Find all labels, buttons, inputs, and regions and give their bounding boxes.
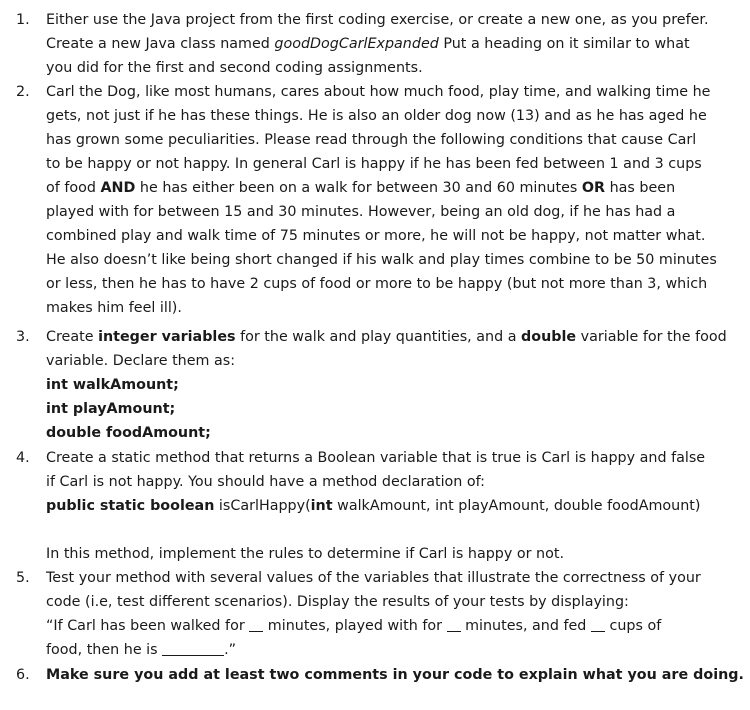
item-2-line-6: played with for between 15 and 30 minutes. However, being an old dog, if he has had a [46, 204, 676, 220]
item-1-line-3: you did for the first and second coding assignments. [46, 60, 423, 76]
or-keyword: OR [581, 180, 606, 196]
template-part-e: food, then he is [46, 642, 163, 658]
template-part-f: .” [224, 642, 237, 658]
blank-play [447, 617, 461, 632]
class-name: goodDogCarlExpanded [274, 36, 439, 52]
template-part-a: “If Carl has been walked for [46, 618, 250, 634]
method-name: isCarlHappy( [214, 498, 311, 514]
item-3-text-b: for the walk and play quantities, and a [235, 329, 522, 345]
code-play-amount: int playAmount; [46, 401, 176, 417]
item-6-line-1: Make sure you add at least two comments in your code to explain what you are doing. [46, 667, 744, 683]
item-4-line-1: Create a static method that returns a Boolean variable that is true is Carl is happy and false [46, 450, 706, 466]
item-2-line-10: makes him feel ill). [46, 300, 182, 316]
code-food-amount: double foodAmount; [46, 425, 211, 441]
method-params: walkAmount, int playAmount, double foodAmount) [332, 498, 701, 514]
method-modifiers: public static boolean [46, 498, 215, 514]
item-2-text-c: has been [605, 180, 676, 196]
item-2-line-8: He also doesn’t like being short changed if his walk and play times combine to be 50 minutes [46, 252, 717, 268]
int-keyword: int [310, 498, 333, 514]
list-number-4: 4. [16, 450, 30, 466]
item-4-line-4: In this method, implement the rules to determine if Carl is happy or not. [46, 546, 564, 562]
template-part-c: minutes, and fed [460, 618, 591, 634]
item-4-line-2: if Carl is not happy. You should have a method declaration of: [46, 474, 485, 490]
item-2-text-a: of food [46, 180, 101, 196]
code-walk-amount: int walkAmount; [46, 377, 179, 393]
item-3-line-2: variable. Declare them as: [46, 353, 236, 369]
item-2-text-b: he has either been on a walk for between 30 and 60 minutes [135, 180, 582, 196]
item-2-line-5 [46, 176, 675, 200]
item-1-suffix: Put a heading on it similar to what [443, 36, 690, 52]
blank-food [591, 617, 605, 632]
integer-variables-bold: integer variables [98, 329, 236, 345]
item-1-line-1: Either use the Java project from the first coding exercise, or create a new one, as you prefer. [46, 12, 709, 28]
item-1-prefix: Create a new Java class named [46, 36, 275, 52]
item-2-line-9: or less, then he has to have 2 cups of food or more to be happy (but not more than 3, which [46, 276, 708, 292]
item-2-line-2: gets, not just if he has these things. He is also an older dog now (13) and as he has aged he [46, 108, 707, 124]
item-5-line-1: Test your method with several values of the variables that illustrate the correctness of your [46, 570, 701, 586]
list-number-2: 2. [16, 84, 30, 100]
item-5-line-4 [46, 638, 236, 662]
list-number-3: 3. [16, 329, 30, 345]
item-2-line-7: combined play and walk time of 75 minutes or more, he will not be happy, not matter what. [46, 228, 706, 244]
item-2-line-1: Carl the Dog, like most humans, cares about how much food, play time, and walking time he [46, 84, 711, 100]
blank-walk [249, 617, 263, 632]
item-3-text-c: variable for the food [576, 329, 727, 345]
item-5-line-2: code (i.e, test different scenarios). Display the results of your tests by displaying: [46, 594, 629, 610]
blank-happy [162, 641, 224, 656]
item-3-line-1 [46, 325, 727, 349]
template-part-b: minutes, played with for [263, 618, 447, 634]
list-number-5: 5. [16, 570, 30, 586]
template-part-d: cups of [604, 618, 662, 634]
item-2-line-3: has grown some peculiarities. Please read through the following conditions that cause Carl [46, 132, 697, 148]
list-number-6: 6. [16, 667, 30, 683]
item-5-line-3 [46, 614, 661, 638]
item-1-line-2 [46, 32, 690, 56]
item-2-line-4: to be happy or not happy. In general Carl is happy if he has been fed between 1 and 3 cups [46, 156, 702, 172]
list-number-1: 1. [16, 12, 30, 28]
item-3-text-a: Create [46, 329, 99, 345]
method-declaration [46, 494, 700, 518]
and-keyword: AND [100, 180, 136, 196]
double-bold: double [521, 329, 577, 345]
